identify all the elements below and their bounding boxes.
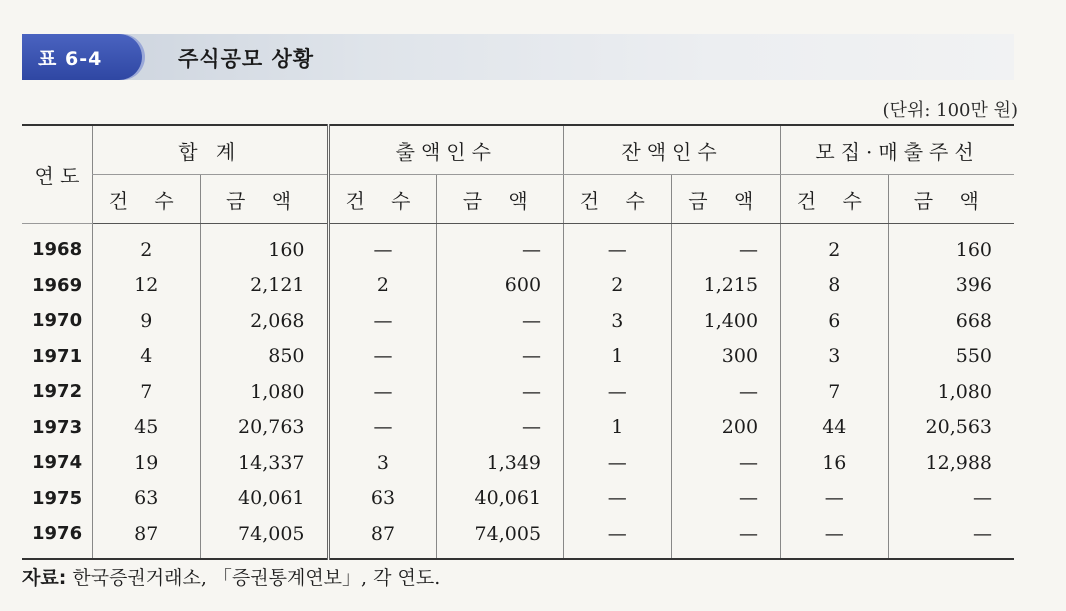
standby-amount-cell: 1,215: [671, 268, 781, 304]
group-header-underwriting: 출액인수: [328, 125, 564, 175]
standby-count-cell: —: [564, 374, 672, 410]
placement-amount-cell: 160: [888, 224, 1014, 268]
table-body: [22, 224, 1014, 559]
year-cell: 1970: [32, 310, 83, 332]
underwriting-amount-cell: —: [437, 410, 564, 446]
sub-header-count: 건 수: [564, 175, 672, 224]
standby-amount-cell: —: [671, 481, 781, 517]
sub-header-count: 건 수: [328, 175, 437, 224]
standby-amount-cell: —: [671, 374, 781, 410]
table-title: 주식공모 상황: [178, 47, 315, 71]
total-amount-cell: 2,068: [200, 303, 328, 339]
underwriting-amount-cell: 600: [437, 268, 564, 304]
underwriting-amount-cell: —: [437, 224, 564, 268]
underwriting-count-cell: 2: [328, 268, 437, 304]
source-note: [22, 563, 440, 590]
underwriting-amount-cell: —: [437, 303, 564, 339]
year-cell: 1976: [32, 523, 83, 545]
table-row: [22, 268, 1014, 304]
placement-amount-cell: —: [888, 516, 1014, 559]
underwriting-amount-cell: 1,349: [437, 445, 564, 481]
placement-amount-cell: 20,563: [888, 410, 1014, 446]
table-row: [22, 410, 1014, 446]
placement-count-cell: 3: [781, 339, 889, 375]
total-count-cell: 87: [93, 516, 201, 559]
year-cell: 1975: [32, 487, 83, 509]
standby-amount-cell: —: [671, 445, 781, 481]
year-cell: 1971: [32, 345, 83, 367]
source-lead: 자료:: [22, 567, 67, 589]
year-cell: 1968: [32, 239, 83, 261]
unit-note: (단위: 100만 원): [882, 100, 1018, 121]
placement-amount-cell: —: [888, 481, 1014, 517]
underwriting-count-cell: —: [328, 224, 437, 268]
total-count-cell: 63: [93, 481, 201, 517]
standby-amount-cell: —: [671, 224, 781, 268]
sub-header-amount: 금 액: [888, 175, 1014, 224]
placement-amount-cell: 668: [888, 303, 1014, 339]
standby-amount-cell: 200: [671, 410, 781, 446]
group-header-standby: 잔액인수: [564, 125, 781, 175]
year-header: 연 도: [22, 125, 93, 224]
table-row: [22, 224, 1014, 268]
total-amount-cell: 74,005: [200, 516, 328, 559]
placement-amount-cell: 396: [888, 268, 1014, 304]
placement-count-cell: 8: [781, 268, 889, 304]
sub-header-amount: 금 액: [437, 175, 564, 224]
group-header-total: 합 계: [93, 125, 329, 175]
table-row: [22, 516, 1014, 559]
placement-count-cell: —: [781, 481, 889, 517]
table-row: [22, 374, 1014, 410]
table-row: [22, 303, 1014, 339]
underwriting-amount-cell: 74,005: [437, 516, 564, 559]
placement-count-cell: 2: [781, 224, 889, 268]
standby-count-cell: 3: [564, 303, 672, 339]
placement-count-cell: —: [781, 516, 889, 559]
standby-amount-cell: 1,400: [671, 303, 781, 339]
total-count-cell: 7: [93, 374, 201, 410]
standby-count-cell: —: [564, 481, 672, 517]
placement-count-cell: 44: [781, 410, 889, 446]
year-cell: 1969: [32, 274, 83, 296]
total-count-cell: 45: [93, 410, 201, 446]
table-row: [22, 481, 1014, 517]
total-amount-cell: 14,337: [200, 445, 328, 481]
standby-count-cell: 2: [564, 268, 672, 304]
sub-header-count: 건 수: [781, 175, 889, 224]
group-header-placement: 모집·매출주선: [781, 125, 1014, 175]
table-row: [22, 339, 1014, 375]
total-amount-cell: 1,080: [200, 374, 328, 410]
standby-count-cell: 1: [564, 410, 672, 446]
underwriting-amount-cell: 40,061: [437, 481, 564, 517]
standby-count-cell: —: [564, 445, 672, 481]
year-cell: 1973: [32, 416, 83, 438]
sub-header-count: 건 수: [93, 175, 201, 224]
placement-amount-cell: 550: [888, 339, 1014, 375]
underwriting-count-cell: —: [328, 303, 437, 339]
standby-count-cell: 1: [564, 339, 672, 375]
total-count-cell: 9: [93, 303, 201, 339]
placement-count-cell: 16: [781, 445, 889, 481]
table-label: 표 6-4: [38, 48, 103, 70]
placement-amount-cell: 12,988: [888, 445, 1014, 481]
underwriting-count-cell: 63: [328, 481, 437, 517]
underwriting-count-cell: 87: [328, 516, 437, 559]
total-amount-cell: 20,763: [200, 410, 328, 446]
table-row: [22, 445, 1014, 481]
standby-count-cell: —: [564, 516, 672, 559]
underwriting-count-cell: 3: [328, 445, 437, 481]
standby-amount-cell: —: [671, 516, 781, 559]
standby-count-cell: —: [564, 224, 672, 268]
placement-amount-cell: 1,080: [888, 374, 1014, 410]
total-count-cell: 12: [93, 268, 201, 304]
underwriting-count-cell: —: [328, 410, 437, 446]
year-cell: 1974: [32, 452, 83, 474]
ipo-table: [22, 124, 1014, 560]
year-cell: 1972: [32, 381, 83, 403]
total-amount-cell: 160: [200, 224, 328, 268]
title-bar: [22, 34, 1014, 80]
source-text: 한국증권거래소, 「증권통계연보」, 각 연도.: [66, 567, 441, 589]
underwriting-count-cell: —: [328, 339, 437, 375]
standby-amount-cell: 300: [671, 339, 781, 375]
sub-header-amount: 금 액: [200, 175, 328, 224]
underwriting-amount-cell: —: [437, 339, 564, 375]
total-amount-cell: 850: [200, 339, 328, 375]
sub-header-amount: 금 액: [671, 175, 781, 224]
placement-count-cell: 7: [781, 374, 889, 410]
total-amount-cell: 2,121: [200, 268, 328, 304]
total-count-cell: 2: [93, 224, 201, 268]
total-amount-cell: 40,061: [200, 481, 328, 517]
underwriting-count-cell: —: [328, 374, 437, 410]
total-count-cell: 4: [93, 339, 201, 375]
placement-count-cell: 6: [781, 303, 889, 339]
underwriting-amount-cell: —: [437, 374, 564, 410]
total-count-cell: 19: [93, 445, 201, 481]
